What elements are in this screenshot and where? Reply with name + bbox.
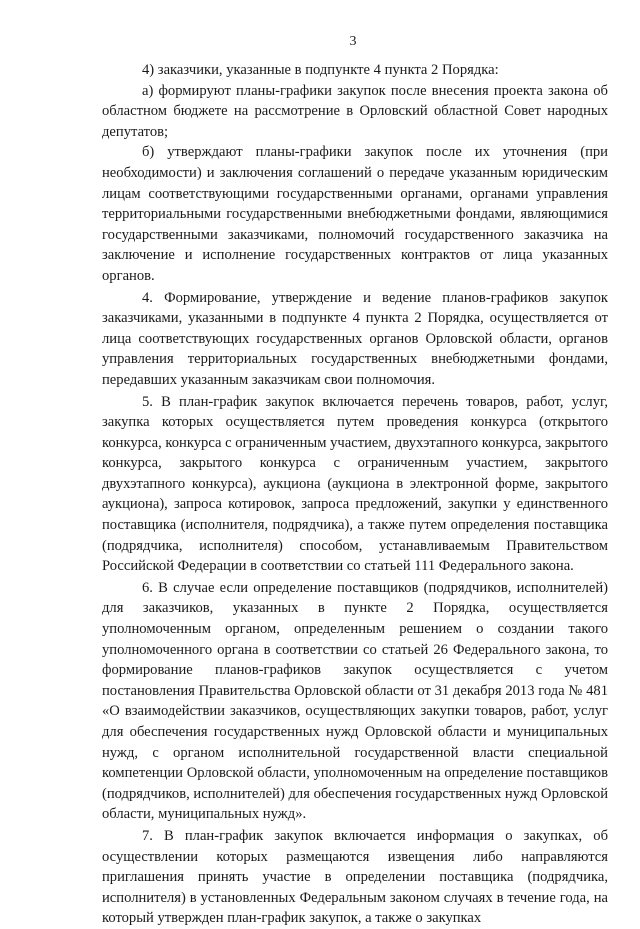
page-number: 3 bbox=[349, 34, 357, 49]
paragraph-subitem-a: а) формируют планы-графики закупок после внесения проекта закона об областном бюджете на рассмотрение в Орловский областной Совет народных депутатов; bbox=[102, 82, 608, 140]
paragraph-6: 6. В случае если определение поставщиков (подрядчиков, исполнителей) для заказчиков, указанных в пункте 2 Порядка, осуществляется уполномоченным органом, определенным решением о создании такого уполномоченного органа в соответствии со статьей 26 Федерального закона, то формирование планов-графиков закупок осуществляется с учетом постановления Правительства Орловской области от 31 декабря 2013 года № 481 «О взаимодействии заказчиков, осуществляющих закупки товаров, работ, услуг для обеспечения государственных нужд Орловской области и муниципальных нужд, с органом исполнительной государственной власти специальной компетенции Орловской области, уполномоченным на определение поставщиков (подрядчиков, исполнителей) для обеспечения государственных нужд Орловской области, муниципальных нужд». bbox=[102, 579, 608, 823]
document-body bbox=[102, 60, 608, 929]
paragraph-7: 7. В план-график закупок включается информация о закупках, об осуществлении которых размещаются извещения либо направляются приглашения принять участие в определении поставщика (подрядчика, исполнителя) в установленных Федеральным законом случаях в течение года, на который утвержден план-график закупок, а также о закупках bbox=[102, 827, 608, 927]
paragraph-5: 5. В план-график закупок включается перечень товаров, работ, услуг, закупка которых осуществляется путем проведения конкурса (открытого конкурса, конкурса с ограниченным участием, двухэтапного конкурса, закрытого конкурса, закрытого конкурса с ограниченным участием, закрытого двухэтапного конкурса), аукциона (аукциона в электронной форме, закрытого аукциона), запроса котировок, запроса предложений, закупки у единственного поставщика (исполнителя, подрядчика), а также путем определения поставщика (подрядчика, исполнителя) способом, устанавливаемым Правительством Российской Федерации в соответствии со статьей 111 Федерального закона. bbox=[102, 393, 608, 575]
paragraph-subitem-b: б) утверждают планы-графики закупок после их уточнения (при необходимости) и заключения соглашений о передаче указанным юридическим лицам соответствующими государственными органами, органами управления территориальными государственными внебюджетными фондами, являющимися государственными заказчиками, полномочий государственного заказчика на заключение и исполнение государственных контрактов от лица указанных органов. bbox=[102, 144, 608, 284]
paragraph-4: 4. Формирование, утверждение и ведение планов-графиков закупок заказчиками, указанными в подпункте 4 пункта 2 Порядка, осуществляется от лица соответствующих государственных органов Орловской области, органов управления территориальных государственных внебюджетными фондами, передавших указанным заказчикам свои полномочия. bbox=[102, 289, 608, 388]
paragraph-item-4-customers: 4) заказчики, указанные в подпункте 4 пункта 2 Порядка: bbox=[142, 62, 499, 78]
